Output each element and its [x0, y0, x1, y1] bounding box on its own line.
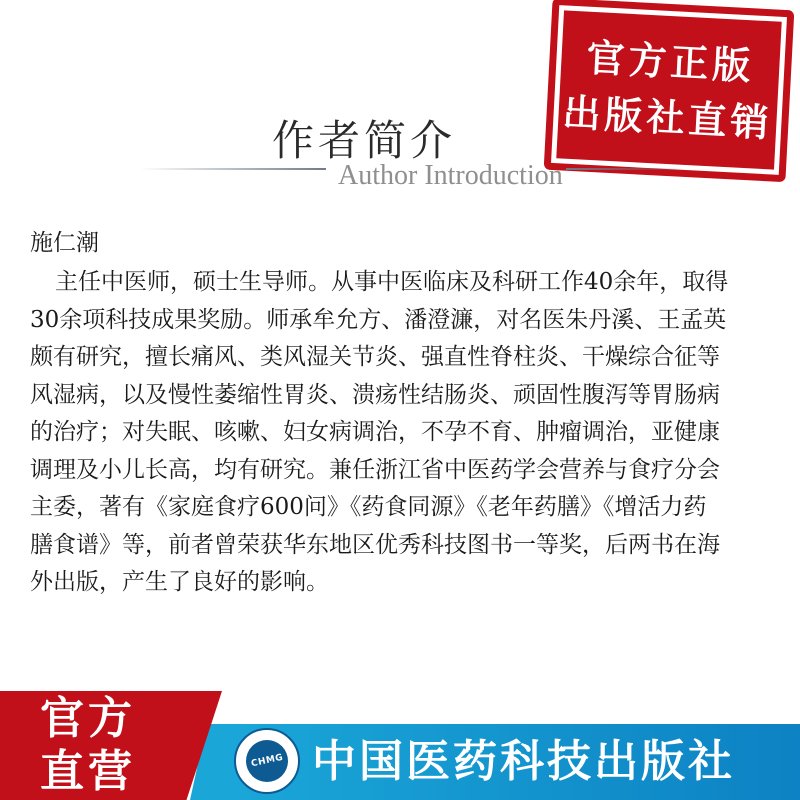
stamp-inner [556, 10, 781, 169]
title-rule-left [140, 168, 326, 170]
bio-line: 30余项科技成果奖励。师承牟允方、潘澄濂，对名医朱丹溪、王孟英 [30, 306, 727, 333]
publisher-logo [234, 728, 300, 794]
bio-line: 风湿病，以及慢性萎缩性胃炎、溃疡性结肠炎、顽固性腹泻等胃肠病 [30, 381, 720, 408]
bio-line: 外出版，产生了良好的影响。 [30, 569, 329, 595]
tag-line-2: 直营 [40, 746, 136, 797]
stamp-line-1: 官方正版 [585, 35, 756, 89]
author-bio [30, 264, 780, 602]
publisher-name: 中国医药科技出版社 [312, 736, 735, 787]
logo-text: CHMG [250, 752, 284, 770]
official-stamp [544, 0, 795, 182]
bio-line: 调理及小儿长高，均有研究。兼任浙江省中医药学会营养与食疗分会 [30, 456, 720, 483]
title-rule-right [566, 168, 686, 170]
bio-line: 膳食谱》等，前者曾荣获华东地区优秀科技图书一等奖，后两书在海 [30, 531, 720, 558]
bio-line: 的治疗；对失眠、咳嗽、妇女病调治，不孕不育、肿瘤调治，亚健康 [30, 419, 720, 445]
bio-line: 主任中医师，硕士生导师。从事中医临床及科研工作40余年，取得 [55, 269, 729, 295]
author-name: 施仁潮 [30, 230, 99, 256]
logo-core [246, 740, 288, 782]
section-title: 作者简介 [272, 116, 457, 165]
section-subtitle: Author Introduction [338, 160, 563, 191]
stamp-line-2: 出版社直销 [561, 90, 774, 146]
bio-line: 主委，著有《家庭食疗600问》《药食同源》《老年药膳》《增活力药 [30, 494, 707, 520]
official-store-tag [40, 692, 136, 798]
bio-line: 颇有研究，擅长痛风、类风湿关节炎、强直性脊柱炎、干燥综合征等 [30, 344, 720, 370]
tag-line-1: 官方 [40, 693, 136, 744]
